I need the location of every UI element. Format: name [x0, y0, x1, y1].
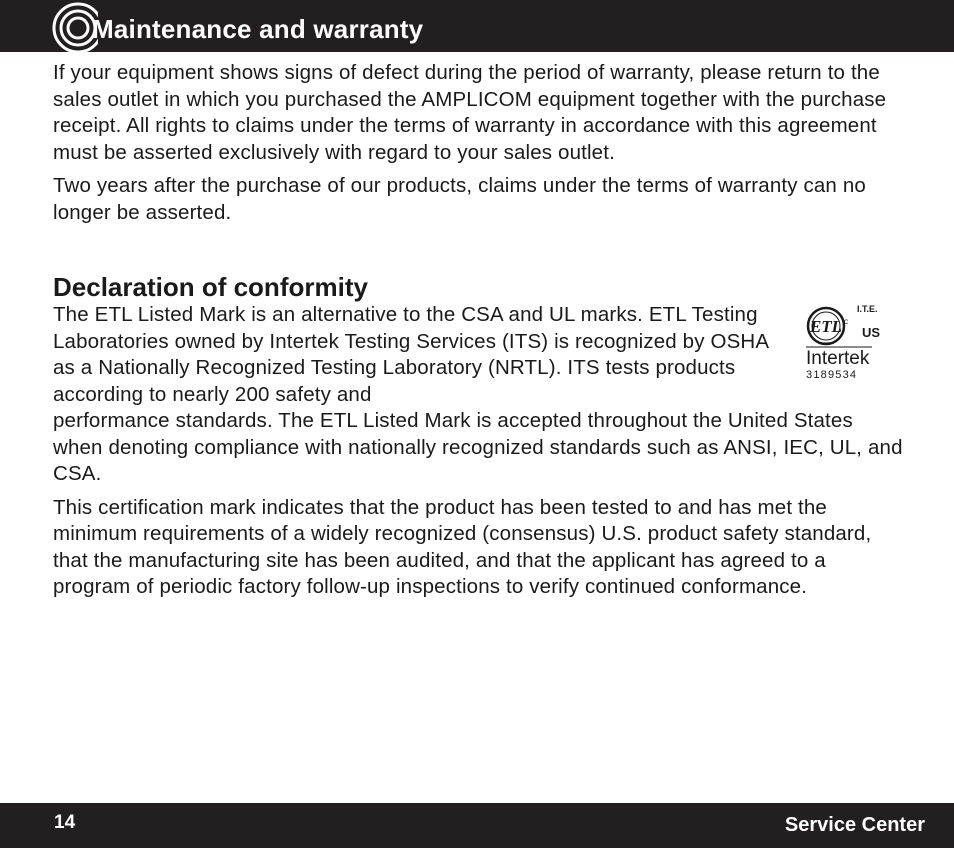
declaration-paragraph: This certification mark indicates that the product has been tested to and has met the minimum requirements of a widely recognized (consensus) U.S. product safety standard, that the manufacturing site has been audited, and that the applicant has agreed to a program of periodic factory follow-up inspections to verify continued conformance. [53, 495, 872, 598]
etl-control-number: 3189534 [806, 369, 858, 381]
footer-section-title: Service Center [784, 814, 925, 836]
etl-country-right: US [862, 325, 881, 340]
etl-country-left: C [844, 320, 849, 326]
header-bar [0, 0, 954, 52]
etl-logo-text: ETL [809, 317, 843, 336]
declaration-paragraph-continued: performance standards. The ETL Listed Mark is accepted throughout the United States when denoting compliance with nationally recognized standards such as ANSI, IEC, UL, and CSA. [53, 409, 903, 485]
warranty-paragraph: Two years after the purchase of our products, claims under the terms of warranty can no longer be asserted. [53, 174, 866, 224]
intertek-brand: Intertek [806, 348, 870, 369]
etl-listed-mark-logo [800, 298, 890, 384]
warranty-section [53, 60, 903, 226]
declaration-section [53, 302, 903, 601]
page-title: Maintenance and warranty [92, 14, 424, 44]
declaration-heading: Declaration of conformity [53, 272, 368, 302]
concentric-rings-icon [50, 0, 98, 52]
declaration-paragraph-wrapped: The ETL Listed Mark is an alternative to the CSA and UL marks. ETL Testing Laboratories owned by Intertek Testing Services (ITS) is recognized by OSHA as a Nationally Recognized Testing Laboratory (NRTL). ITS tests products according to nearly 200 safety and [53, 303, 769, 406]
page-number: 14 [54, 812, 76, 833]
warranty-paragraph: If your equipment shows signs of defect during the period of warranty, please return to the sales outlet in which you purchased the AMPLICOM equipment together with the purchase receipt. All rights to claims under the terms of warranty in accordance with this agreement must be asserted exclusively with regard to your sales outlet. [53, 61, 887, 164]
etl-listed-label: LISTED [820, 341, 832, 345]
etl-category: I.T.E. [857, 304, 878, 314]
